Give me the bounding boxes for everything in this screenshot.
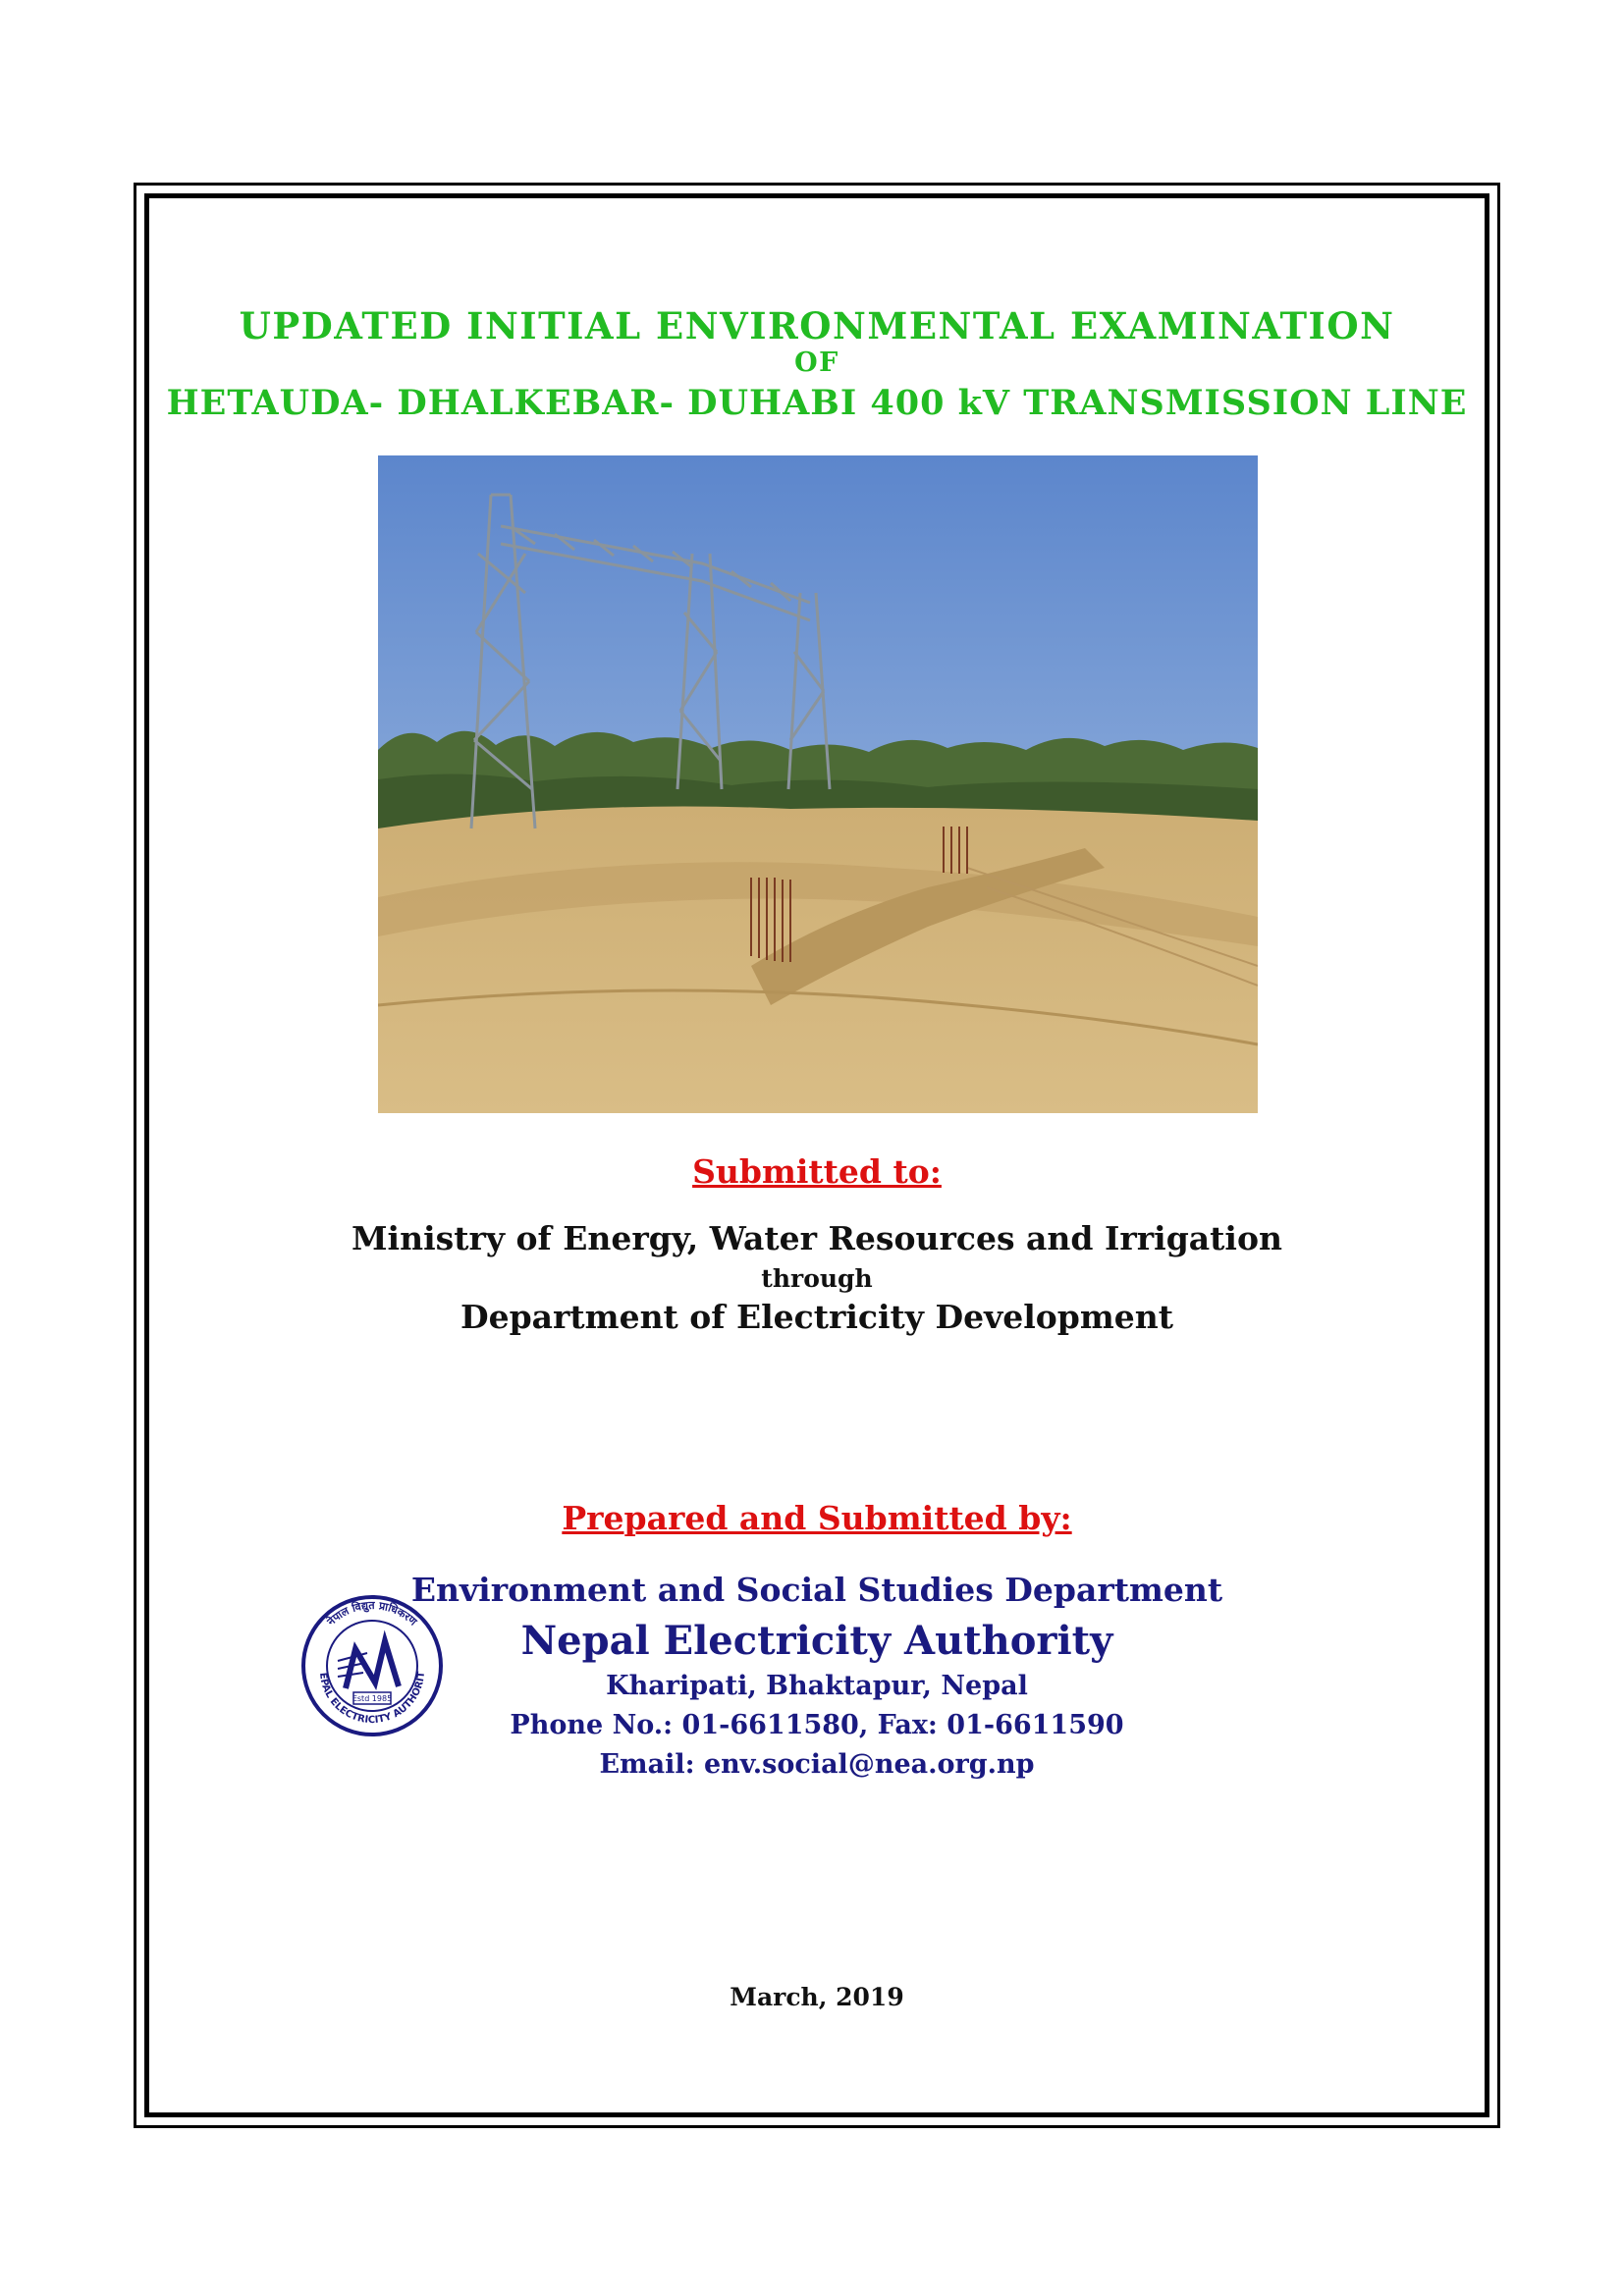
report-date: March, 2019 — [730, 1983, 904, 2011]
prepared-by-label: Prepared and Submitted by: — [562, 1499, 1072, 1537]
report-title-of: OF — [794, 347, 839, 378]
page-border-inner — [144, 193, 1489, 2117]
submitted-to-label: Submitted to: — [692, 1152, 942, 1191]
department-name: Department of Electricity Development — [460, 1298, 1174, 1336]
organization-address: Kharipati, Bhaktapur, Nepal — [606, 1671, 1028, 1701]
organization-phone: Phone No.: 01-6611580, Fax: 01-6611590 — [510, 1710, 1124, 1740]
page-border-outer — [134, 183, 1500, 2128]
nea-logo — [298, 1592, 446, 1739]
organization-email: Email: env.social@nea.org.np — [599, 1749, 1035, 1780]
logo-top-text: नेपाल विद्युत प्राधिकरण — [324, 1598, 420, 1629]
cover-photo-transmission-towers — [378, 455, 1258, 1113]
ministry-name: Ministry of Energy, Water Resources and Irrigation — [352, 1219, 1282, 1257]
logo-bottom-text: EPAL ELECTRICITY AUTHORIT — [316, 1671, 428, 1727]
report-title-line3: HETAUDA- DHALKEBAR- DUHABI 400 kV TRANSMISSION LINE — [166, 383, 1468, 423]
organization-name: Nepal Electricity Authority — [520, 1618, 1113, 1664]
ess-department-name: Environment and Social Studies Department — [410, 1571, 1223, 1609]
through-text: through — [761, 1264, 873, 1293]
logo-estd-text: Estd 1985 — [352, 1694, 393, 1703]
report-title-line1: UPDATED INITIAL ENVIRONMENTAL EXAMINATION — [239, 304, 1395, 347]
